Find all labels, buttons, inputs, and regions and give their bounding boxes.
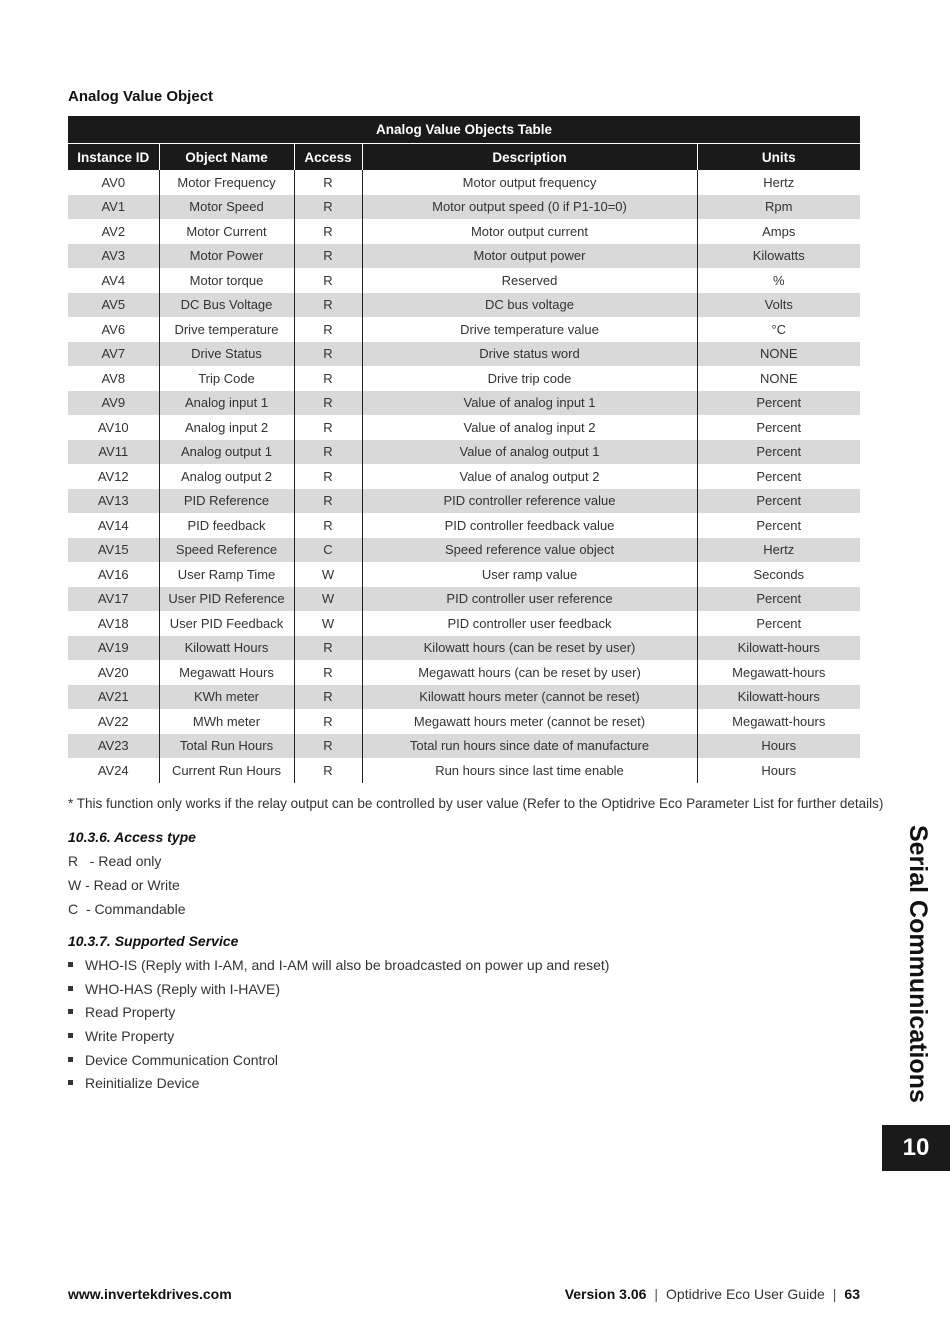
description-cell: User ramp value bbox=[362, 562, 697, 587]
units-cell: Percent bbox=[697, 513, 860, 538]
description-cell: Drive trip code bbox=[362, 366, 697, 391]
description-cell: Speed reference value object bbox=[362, 538, 697, 563]
table-row bbox=[68, 219, 860, 244]
column-header: Description bbox=[362, 144, 697, 171]
service-list-item bbox=[68, 1052, 278, 1068]
table-row bbox=[68, 709, 860, 734]
units-cell: Seconds bbox=[697, 562, 860, 587]
description-cell: Value of analog input 2 bbox=[362, 415, 697, 440]
description-cell: Megawatt hours meter (cannot be reset) bbox=[362, 709, 697, 734]
bullet-icon bbox=[68, 1009, 73, 1014]
instance-id-cell: AV18 bbox=[97, 615, 129, 631]
access-cell: W bbox=[294, 587, 362, 612]
object-name-cell: Motor Power bbox=[159, 244, 294, 269]
units-cell: Percent bbox=[697, 587, 860, 612]
instance-id-cell: AV20 bbox=[97, 664, 129, 680]
table-row bbox=[68, 440, 860, 465]
access-cell: R bbox=[294, 195, 362, 220]
description-cell: PID controller user feedback bbox=[362, 611, 697, 636]
access-cell: R bbox=[294, 489, 362, 514]
description-cell: Run hours since last time enable bbox=[362, 758, 697, 783]
section-heading: Analog Value Object bbox=[68, 88, 214, 105]
object-name-cell: KWh meter bbox=[159, 685, 294, 710]
service-label: Write Property bbox=[85, 1028, 175, 1044]
table-row bbox=[68, 734, 860, 759]
units-cell: Rpm bbox=[697, 195, 860, 220]
instance-id-cell: AV10 bbox=[97, 419, 129, 435]
units-cell: °C bbox=[697, 317, 860, 342]
table-row bbox=[68, 538, 860, 563]
instance-id-cell: AV17 bbox=[68, 587, 159, 612]
service-list-item bbox=[68, 1004, 175, 1020]
description-cell: Megawatt hours (can be reset by user) bbox=[362, 660, 697, 685]
description-cell: PID controller feedback value bbox=[362, 513, 697, 538]
service-label: WHO-HAS (Reply with I-HAVE) bbox=[85, 981, 280, 997]
description-cell: Value of analog input 1 bbox=[362, 391, 697, 416]
instance-id-cell: AV4 bbox=[101, 272, 126, 288]
description-cell: PID controller reference value bbox=[362, 489, 697, 514]
instance-id-cell: AV6 bbox=[101, 321, 126, 337]
table-row bbox=[68, 170, 860, 195]
side-tab-title bbox=[898, 825, 938, 1115]
footer-website: www.invertekdrives.com bbox=[68, 1286, 232, 1302]
object-name-cell: Kilowatt Hours bbox=[159, 636, 294, 661]
description-cell: Motor output current bbox=[362, 219, 697, 244]
units-cell: NONE bbox=[697, 366, 860, 391]
object-name-cell: Drive temperature bbox=[159, 317, 294, 342]
object-name-cell: PID Reference bbox=[159, 489, 294, 514]
service-label: Read Property bbox=[85, 1004, 176, 1020]
description-cell: DC bus voltage bbox=[362, 293, 697, 318]
instance-id-cell: AV23 bbox=[68, 734, 159, 759]
table-row bbox=[68, 685, 860, 710]
units-cell: Hertz bbox=[697, 170, 860, 195]
object-name-cell: User PID Reference bbox=[159, 587, 294, 612]
access-cell: R bbox=[294, 464, 362, 489]
object-name-cell: User Ramp Time bbox=[159, 562, 294, 587]
description-cell: Motor output speed (0 if P1-10=0) bbox=[362, 195, 697, 220]
object-name-cell: Analog output 2 bbox=[159, 464, 294, 489]
object-name-cell: Motor Speed bbox=[159, 195, 294, 220]
access-type-title: 10.3.6. Access type bbox=[68, 829, 196, 845]
table-row bbox=[68, 660, 860, 685]
access-cell: W bbox=[294, 611, 362, 636]
footer-page-number: 63 bbox=[844, 1286, 860, 1302]
access-cell: R bbox=[294, 685, 362, 710]
object-name-cell: Trip Code bbox=[159, 366, 294, 391]
units-cell: Percent bbox=[697, 415, 860, 440]
instance-id-cell: AV19 bbox=[68, 636, 159, 661]
service-list-item bbox=[68, 1028, 174, 1044]
table-row bbox=[68, 489, 860, 514]
access-cell: R bbox=[294, 219, 362, 244]
access-cell: W bbox=[294, 562, 362, 587]
table-row bbox=[68, 244, 860, 269]
description-cell: Kilowatt hours meter (cannot be reset) bbox=[362, 685, 697, 710]
footer-separator: | bbox=[654, 1286, 659, 1302]
object-name-cell: Drive Status bbox=[159, 342, 294, 367]
description-cell: Drive temperature value bbox=[362, 317, 697, 342]
table-row bbox=[68, 513, 860, 538]
access-type-item: C - Commandable bbox=[68, 901, 186, 917]
table-row bbox=[68, 293, 860, 318]
access-cell: C bbox=[294, 538, 362, 563]
access-cell: R bbox=[294, 660, 362, 685]
object-name-cell: User PID Feedback bbox=[159, 611, 294, 636]
units-cell: Megawatt-hours bbox=[697, 660, 860, 685]
table-row bbox=[68, 195, 860, 220]
units-cell: Hours bbox=[697, 734, 860, 759]
object-name-cell: Megawatt Hours bbox=[159, 660, 294, 685]
instance-id-cell: AV2 bbox=[101, 223, 126, 239]
instance-id-cell: AV22 bbox=[97, 713, 129, 729]
units-cell: Kilowatt-hours bbox=[697, 685, 860, 710]
instance-id-cell: AV9 bbox=[68, 391, 159, 416]
table-row bbox=[68, 342, 860, 367]
description-cell: Drive status word bbox=[362, 342, 697, 367]
access-cell: R bbox=[294, 293, 362, 318]
object-name-cell: Speed Reference bbox=[159, 538, 294, 563]
table-row bbox=[68, 758, 860, 783]
description-cell: Total run hours since date of manufacture bbox=[362, 734, 697, 759]
column-header: Units bbox=[697, 144, 860, 171]
side-tab-label: Serial Communications bbox=[904, 825, 932, 1103]
access-cell: R bbox=[294, 734, 362, 759]
instance-id-cell: AV1 bbox=[68, 195, 159, 220]
bullet-icon bbox=[68, 1080, 73, 1085]
instance-id-cell: AV8 bbox=[101, 370, 126, 386]
column-header: Access bbox=[294, 144, 362, 171]
footer-info bbox=[565, 1286, 860, 1302]
instance-id-cell: AV21 bbox=[68, 685, 159, 710]
object-name-cell: DC Bus Voltage bbox=[159, 293, 294, 318]
table-row bbox=[68, 415, 860, 440]
footnote: * This function only works if the relay output can be controlled by user value (Refer to the Optidrive Eco Parameter List for further details) bbox=[68, 796, 884, 811]
column-header: Object Name bbox=[159, 144, 294, 171]
access-cell: R bbox=[294, 440, 362, 465]
units-cell: Kilowatts bbox=[697, 244, 860, 269]
description-cell: Value of analog output 1 bbox=[362, 440, 697, 465]
object-name-cell: MWh meter bbox=[159, 709, 294, 734]
access-type-item: R - Read only bbox=[68, 853, 162, 869]
bullet-icon bbox=[68, 1057, 73, 1062]
instance-id-cell: AV11 bbox=[68, 440, 159, 465]
access-cell: R bbox=[294, 391, 362, 416]
footer-version: Version 3.06 bbox=[564, 1286, 647, 1302]
analog-value-objects-table bbox=[68, 116, 860, 783]
instance-id-cell: AV3 bbox=[68, 244, 159, 269]
table-row bbox=[68, 636, 860, 661]
service-label: WHO-IS (Reply with I-AM, and I-AM will also be broadcasted on power up and reset) bbox=[85, 957, 610, 973]
instance-id-cell: AV0 bbox=[101, 174, 126, 190]
description-cell: PID controller user reference bbox=[362, 587, 697, 612]
access-cell: R bbox=[294, 317, 362, 342]
table-header-row bbox=[68, 144, 860, 171]
service-label: Reinitialize Device bbox=[85, 1075, 200, 1091]
access-cell: R bbox=[294, 758, 362, 783]
access-cell: R bbox=[294, 170, 362, 195]
access-cell: R bbox=[294, 513, 362, 538]
instance-id-cell: AV24 bbox=[97, 762, 129, 778]
units-cell: Volts bbox=[697, 293, 860, 318]
bullet-icon bbox=[68, 962, 73, 967]
units-cell: Percent bbox=[697, 391, 860, 416]
access-cell: R bbox=[294, 709, 362, 734]
object-name-cell: Analog input 2 bbox=[159, 415, 294, 440]
units-cell: NONE bbox=[697, 342, 860, 367]
table-row bbox=[68, 317, 860, 342]
footer-guide: Optidrive Eco User Guide bbox=[666, 1286, 825, 1302]
access-type-item: W - Read or Write bbox=[68, 877, 180, 893]
instance-id-cell: AV16 bbox=[97, 566, 129, 582]
object-name-cell: PID feedback bbox=[159, 513, 294, 538]
description-cell: Value of analog output 2 bbox=[362, 464, 697, 489]
access-cell: R bbox=[294, 636, 362, 661]
bullet-icon bbox=[68, 986, 73, 991]
column-header: Instance ID bbox=[68, 144, 159, 171]
object-name-cell: Motor Frequency bbox=[159, 170, 294, 195]
units-cell: Percent bbox=[697, 464, 860, 489]
units-cell: Percent bbox=[697, 489, 860, 514]
table-row bbox=[68, 587, 860, 612]
access-cell: R bbox=[294, 342, 362, 367]
description-cell: Reserved bbox=[362, 268, 697, 293]
instance-id-cell: AV14 bbox=[97, 517, 129, 533]
service-list-item bbox=[68, 981, 280, 997]
access-cell: R bbox=[294, 268, 362, 293]
units-cell: % bbox=[697, 268, 860, 293]
object-name-cell: Analog input 1 bbox=[159, 391, 294, 416]
object-name-cell: Analog output 1 bbox=[159, 440, 294, 465]
object-name-cell: Total Run Hours bbox=[159, 734, 294, 759]
table-caption: Analog Value Objects Table bbox=[68, 116, 860, 144]
supported-service-title: 10.3.7. Supported Service bbox=[68, 933, 239, 949]
object-name-cell: Current Run Hours bbox=[159, 758, 294, 783]
table-row bbox=[68, 391, 860, 416]
instance-id-cell: AV13 bbox=[68, 489, 159, 514]
units-cell: Hours bbox=[697, 758, 860, 783]
units-cell: Megawatt-hours bbox=[697, 709, 860, 734]
description-cell: Motor output frequency bbox=[362, 170, 697, 195]
instance-id-cell: AV5 bbox=[68, 293, 159, 318]
table-row bbox=[68, 611, 860, 636]
bullet-icon bbox=[68, 1033, 73, 1038]
instance-id-cell: AV15 bbox=[68, 538, 159, 563]
service-label: Device Communication Control bbox=[85, 1052, 278, 1068]
object-name-cell: Motor Current bbox=[159, 219, 294, 244]
units-cell: Kilowatt-hours bbox=[697, 636, 860, 661]
units-cell: Percent bbox=[697, 440, 860, 465]
units-cell: Amps bbox=[697, 219, 860, 244]
units-cell: Hertz bbox=[697, 538, 860, 563]
instance-id-cell: AV12 bbox=[97, 468, 129, 484]
instance-id-cell: AV7 bbox=[68, 342, 159, 367]
table-row bbox=[68, 366, 860, 391]
access-cell: R bbox=[294, 415, 362, 440]
access-cell: R bbox=[294, 244, 362, 269]
footer-separator: | bbox=[832, 1286, 837, 1302]
table-row bbox=[68, 464, 860, 489]
service-list-item bbox=[68, 957, 609, 973]
service-list-item bbox=[68, 1075, 199, 1091]
chapter-number-badge: 10 bbox=[882, 1125, 950, 1171]
description-cell: Kilowatt hours (can be reset by user) bbox=[362, 636, 697, 661]
table-row bbox=[68, 268, 860, 293]
units-cell: Percent bbox=[697, 611, 860, 636]
object-name-cell: Motor torque bbox=[159, 268, 294, 293]
description-cell: Motor output power bbox=[362, 244, 697, 269]
table-row bbox=[68, 562, 860, 587]
access-cell: R bbox=[294, 366, 362, 391]
